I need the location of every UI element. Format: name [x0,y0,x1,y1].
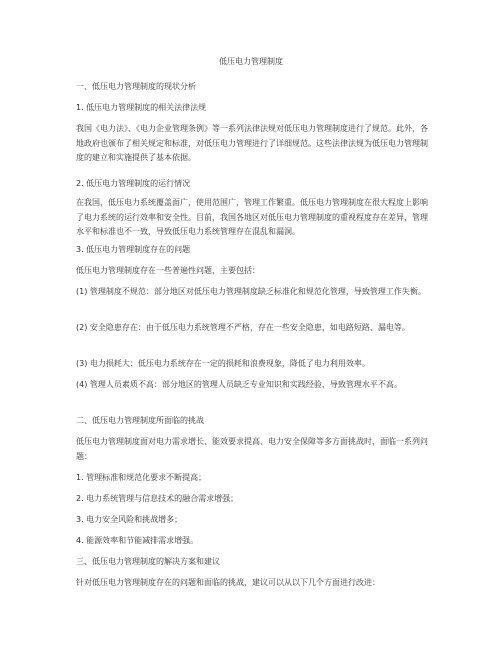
list-item-problem-2: (2) 安全隐患存在：由于低压电力系统管理不严格，存在一些安全隐患，如电路短路、漏电等。 [76,323,410,332]
paragraph-problems-intro: 低压电力管理制度存在一些普遍性问题，主要包括： [76,266,260,275]
paragraph-solutions-intro: 针对低压电力管理制度存在的问题和面临的挑战，建议可以从以下几个方面进行改进： [76,578,380,587]
paragraph-challenges-intro: 低压电力管理制度面对电力需求增长、能效要求提高、电力安全保障等多方面挑战时，面临一系列问题： [76,437,428,461]
list-item-challenge-1: 1. 管理标准和规范化要求不断提高； [76,473,207,482]
section-heading-1: 一、低压电力管理制度的现状分析 [76,82,196,91]
list-item-challenge-2: 2. 电力系统管理与信息技术的融合需求增强； [76,494,239,503]
subheading-1-3: 3. 低压电力管理制度存在的问题 [76,245,191,254]
document-title: 低压电力管理制度 [219,57,283,66]
list-item-problem-3: (3) 电力损耗大：低压电力系统存在一定的损耗和浪费现象，降低了电力利用效率。 [76,359,370,368]
subheading-1-1: 1. 低压电力管理制度的相关法律法规 [76,103,207,112]
list-item-challenge-3: 3. 电力安全风险和挑战增多； [76,515,183,524]
paragraph-operation: 在我国，低压电力系统覆盖面广，使用范围广，管理工作繁重。低压电力管理制度在很大程度上影响了电力系统的运行效率和安全性。目前，我国各地区对低压电力管理制度的重视程度存在差异，管理水平和标准也不一致，导致低压电力系统管理存在混乱和漏洞。 [76,198,428,236]
section-heading-3: 三、低压电力管理制度的解决方案和建议 [76,557,220,566]
list-item-problem-4: (4) 管理人员素质不高：部分地区的管理人员缺乏专业知识和实践经验，导致管理水平不高。 [76,380,402,389]
list-item-challenge-4: 4. 能源效率和节能减排需求增强。 [76,536,199,545]
subheading-1-2: 2. 低压电力管理制度的运行情况 [76,179,191,188]
paragraph-laws: 我国《电力法》、《电力企业管理条例》等一系列法律法规对低压电力管理制度进行了规范。此外，各地政府也颁布了相关规定和标准，对低压电力管理进行了详细规范。这些法律法规为低压电力管理制度的建立和实施提供了基本依据。 [76,124,428,162]
section-heading-2: 二、低压电力管理制度所面临的挑战 [76,416,204,425]
list-item-problem-1: (1) 管理制度不规范：部分地区对低压电力管理制度缺乏标准化和规范化管理，导致管理工作失衡。 [76,287,426,296]
